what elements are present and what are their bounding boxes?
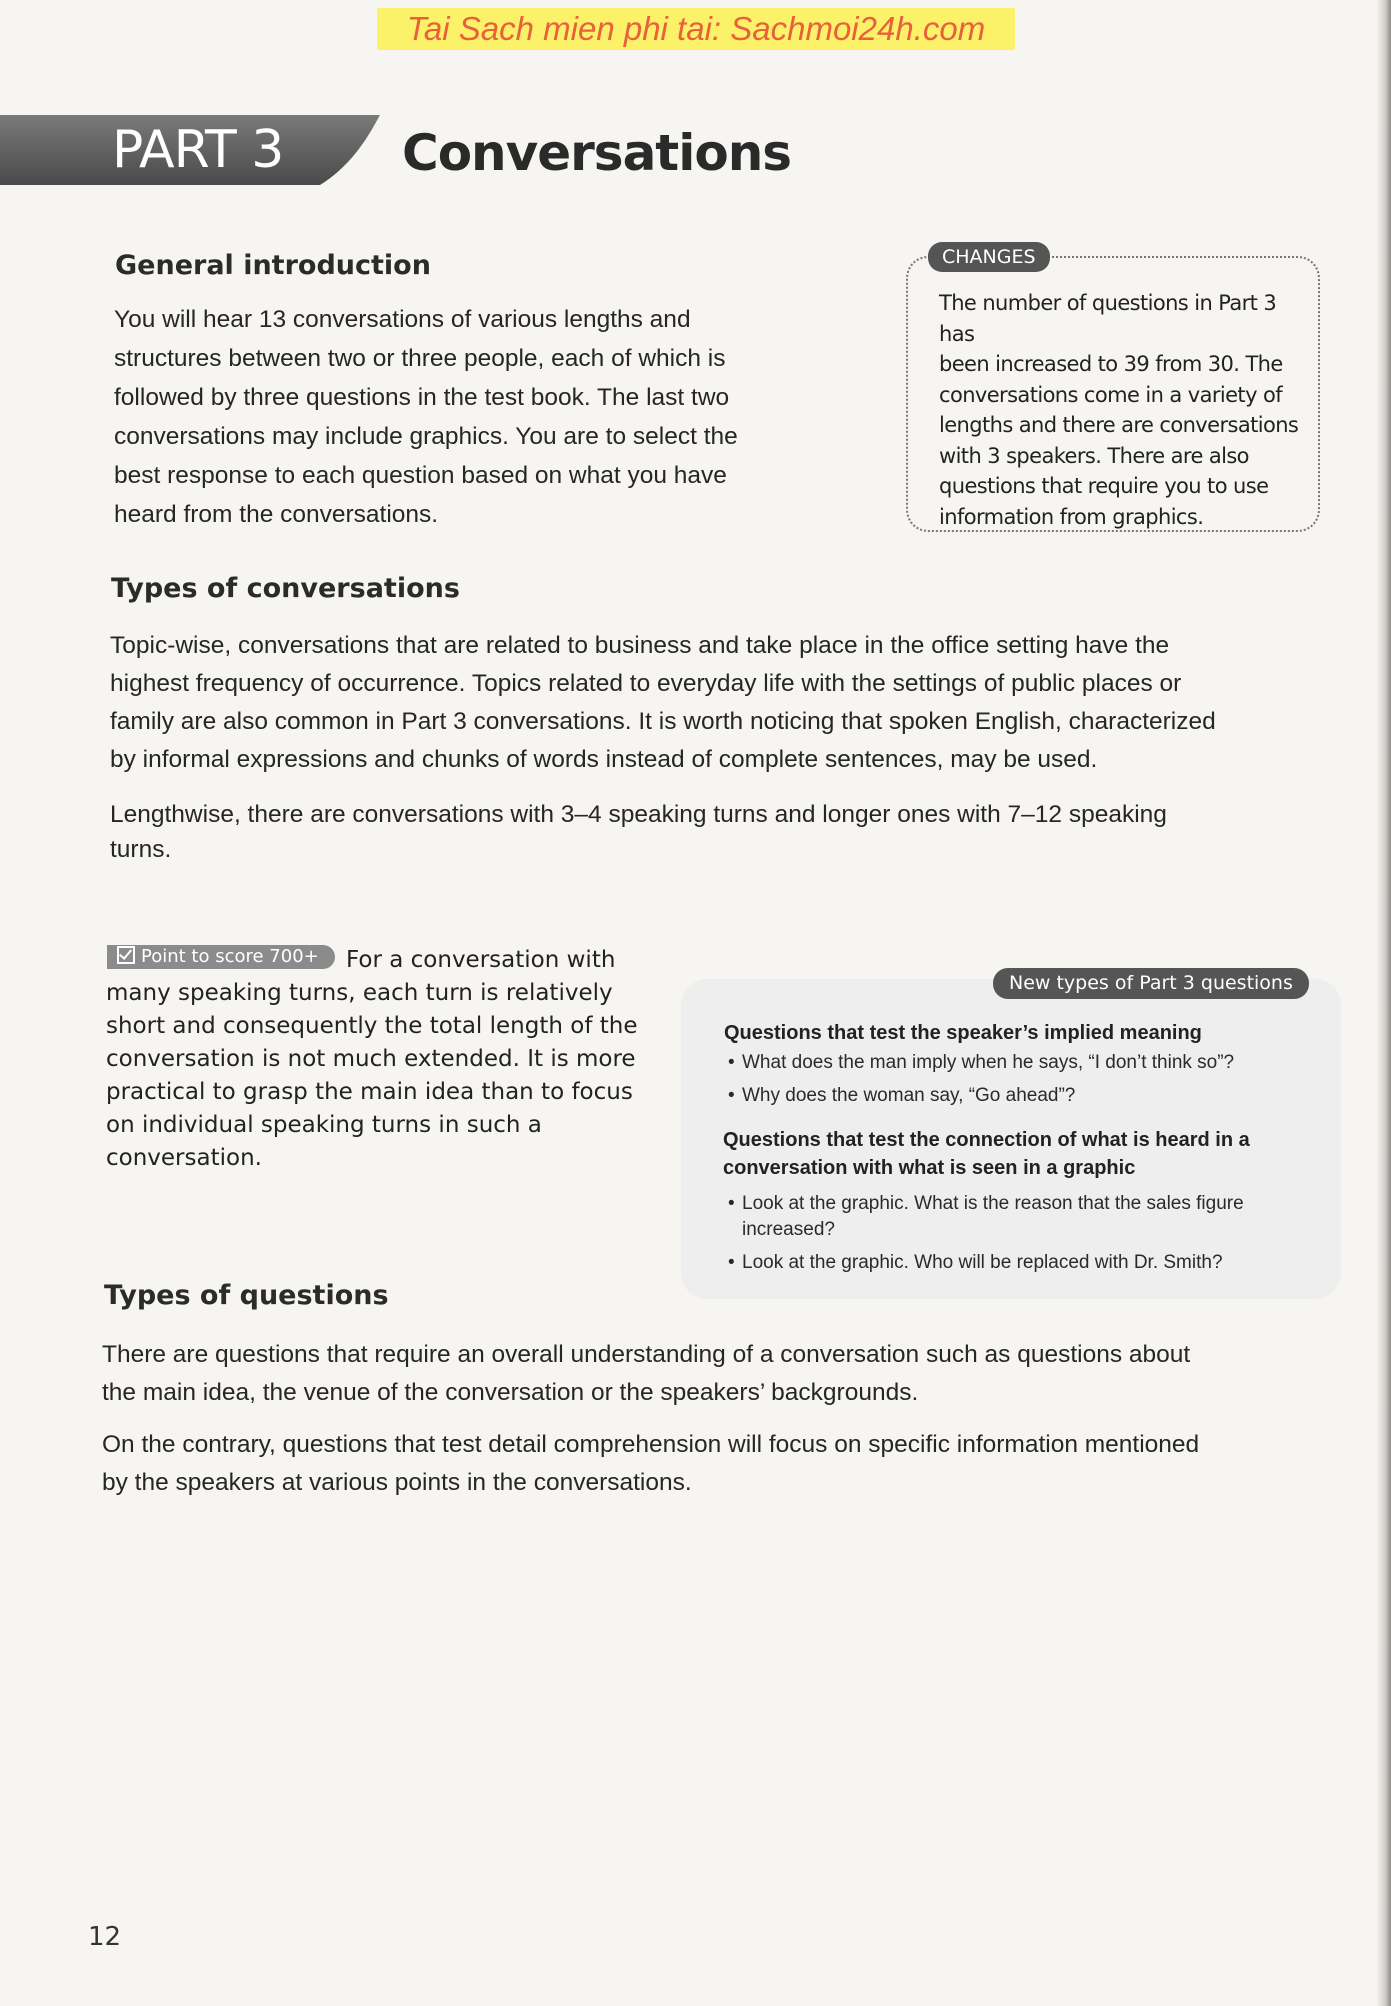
- text-line: the main idea, the venue of the conversation or the speakers’ backgrounds.: [102, 1379, 919, 1406]
- page-title: Conversations: [402, 124, 792, 182]
- new-types-tag: New types of Part 3 questions: [993, 968, 1309, 999]
- text-line: conversations may include graphics. You are to select the: [114, 423, 738, 450]
- question-text-cont: increased?: [742, 1219, 835, 1240]
- types-questions-heading: Types of questions: [104, 1280, 389, 1311]
- bullet-icon: •: [728, 1193, 735, 1214]
- bullet-icon: •: [728, 1052, 735, 1073]
- text-line: lengths and there are conversations: [939, 413, 1299, 437]
- question-text: What does the man imply when he says, “I don’t think so”?: [742, 1052, 1235, 1073]
- part-banner: [0, 115, 383, 185]
- question-text: Look at the graphic. What is the reason that the sales figure: [742, 1193, 1244, 1214]
- question-group-heading: Questions that test the connection of what is heard in a: [723, 1129, 1250, 1151]
- text-line: conversations come in a variety of: [939, 382, 1283, 407]
- text-line: with 3 speakers. There are also: [939, 443, 1249, 468]
- page-binding-edge: [1377, 0, 1391, 2006]
- question-text: Look at the graphic. Who will be replaced with Dr. Smith?: [742, 1252, 1223, 1273]
- text-line: by the speakers at various points in the conversations.: [102, 1469, 692, 1496]
- question-item: [728, 1083, 1075, 1109]
- text-line: information from graphics.: [939, 504, 1204, 529]
- question-group-heading-cont: conversation with what is seen in a graphic: [723, 1157, 1136, 1179]
- text-line: The number of questions in Part 3 has: [939, 291, 1277, 346]
- bullet-icon: •: [728, 1252, 735, 1273]
- text-line: You will hear 13 conversations of various lengths and: [114, 306, 691, 333]
- text-line: by informal expressions and chunks of words instead of complete sentences, may be used.: [110, 746, 1098, 773]
- text-line: heard from the conversations.: [114, 501, 439, 528]
- changes-tag: CHANGES: [928, 242, 1050, 272]
- text-line: Topic-wise, conversations that are related to business and take place in the office setting have the: [110, 632, 1170, 659]
- general-intro-heading: General introduction: [115, 250, 431, 281]
- question-item: [728, 1191, 1244, 1217]
- point-badge-label: Point to score 700+: [141, 946, 319, 967]
- part-label: PART 3: [112, 120, 284, 180]
- point-to-score-text: For a conversation with many speaking turns, each turn is relatively short and consequently the total length of the conversation is not much extended. It is more practical to grasp the main idea than to focus on individual speaking turns in such a conversation.: [106, 947, 638, 1171]
- text-line: turns.: [110, 836, 172, 863]
- text-line: followed by three questions in the test book. The last two: [114, 384, 730, 411]
- text-line: highest frequency of occurrence. Topics related to everyday life with the settings of public places or: [110, 670, 1182, 697]
- question-item: [728, 1250, 1223, 1276]
- bullet-icon: •: [728, 1085, 735, 1106]
- page-number: 12: [88, 1922, 122, 1952]
- question-item: [728, 1050, 1234, 1076]
- text-line: questions that require you to use: [939, 474, 1269, 498]
- text-line: best response to each question based on what you have: [114, 462, 727, 489]
- watermark-banner: Tai Sach mien phi tai: Sachmoi24h.com: [377, 8, 1015, 50]
- changes-text: [939, 288, 1309, 532]
- text-line: family are also common in Part 3 conversations. It is worth noticing that spoken English, characterized: [110, 708, 1216, 735]
- text-line: been increased to 39 from 30. The: [939, 352, 1283, 376]
- text-line: There are questions that require an overall understanding of a conversation such as questions about: [102, 1341, 1191, 1368]
- types-conversations-heading: Types of conversations: [111, 573, 460, 604]
- text-line: Lengthwise, there are conversations with 3–4 speaking turns and longer ones with 7–12 speaking: [110, 801, 1167, 828]
- question-text: Why does the woman say, “Go ahead”?: [742, 1085, 1076, 1106]
- text-line: structures between two or three people, each of which is: [114, 345, 726, 372]
- text-line: On the contrary, questions that test detail comprehension will focus on specific information mentioned: [102, 1431, 1200, 1458]
- question-group-heading: Questions that test the speaker’s implied meaning: [724, 1022, 1202, 1044]
